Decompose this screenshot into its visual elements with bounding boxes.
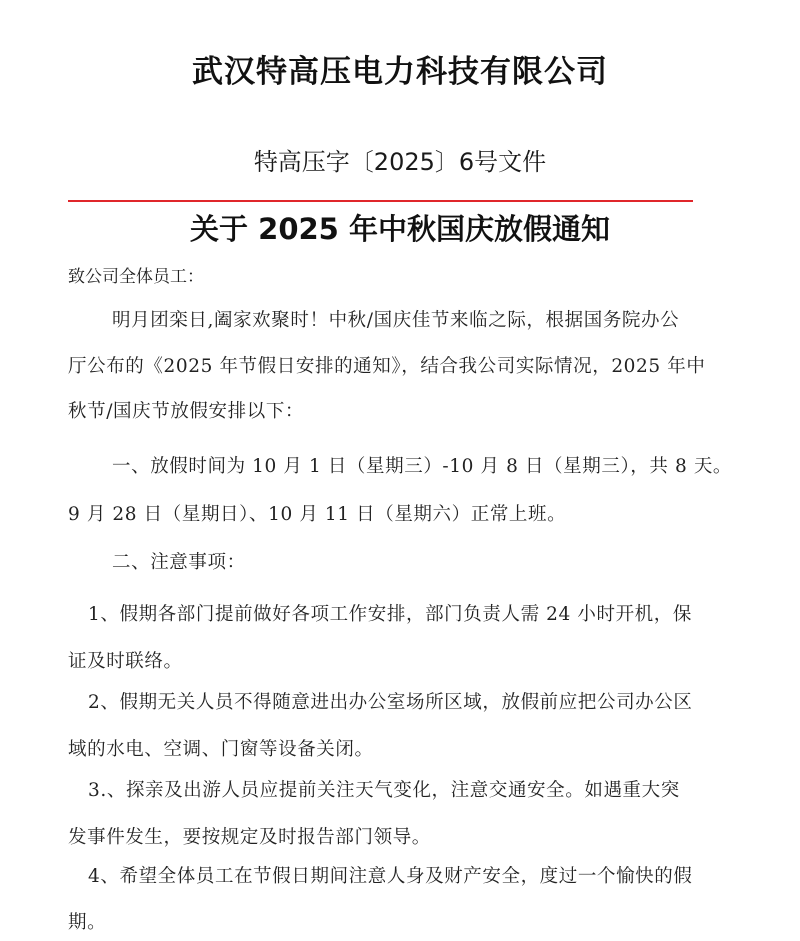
salutation: 致公司全体员工： bbox=[68, 267, 204, 287]
document-number: 特高压字〔2025〕6号文件 bbox=[253, 148, 547, 176]
intro-line-3: 秋节/国庆节放假安排以下： bbox=[68, 401, 305, 422]
item-1-line-2: 证及时联络。 bbox=[68, 651, 183, 672]
intro-line-2: 厅公布的《2025 年节假日安排的通知》，结合我公司实际情况，2025 年中 bbox=[68, 356, 706, 377]
item-3-line-1: 3.、探亲及出游人员应提前关注天气变化，注意交通安全。如遇重大突 bbox=[88, 780, 680, 801]
item-4-line-1: 4、希望全体员工在节假日期间注意人身及财产安全，度过一个愉快的假 bbox=[88, 866, 693, 887]
item-1-line-1: 1、假期各部门提前做好各项工作安排，部门负责人需 24 小时开机，保 bbox=[88, 604, 692, 625]
item-3-line-2: 发事件发生，要按规定及时报告部门领导。 bbox=[68, 827, 431, 848]
item-2-line-1: 2、假期无关人员不得随意进出办公室场所区域，放假前应把公司办公区 bbox=[88, 692, 693, 713]
red-divider bbox=[68, 200, 693, 202]
item-4-line-2: 期。 bbox=[68, 912, 107, 933]
company-name: 武汉特高压电力科技有限公司 bbox=[192, 54, 608, 90]
intro-line-1: 明月团栾日,阖家欢聚时！中秋/国庆佳节来临之际，根据国务院办公 bbox=[112, 310, 680, 331]
item-2-line-2: 域的水电、空调、门窗等设备关闭。 bbox=[68, 739, 374, 760]
section1-line-2: 9 月 28 日（星期日）、10 月 11 日（星期六）正常上班。 bbox=[68, 504, 567, 525]
section1-line-1: 一、放假时间为 10 月 1 日（星期三）-10 月 8 日（星期三），共 8 天。 bbox=[112, 456, 733, 477]
section2-heading: 二、注意事项： bbox=[112, 552, 246, 573]
notice-title: 关于 2025 年中秋国庆放假通知 bbox=[190, 212, 610, 246]
